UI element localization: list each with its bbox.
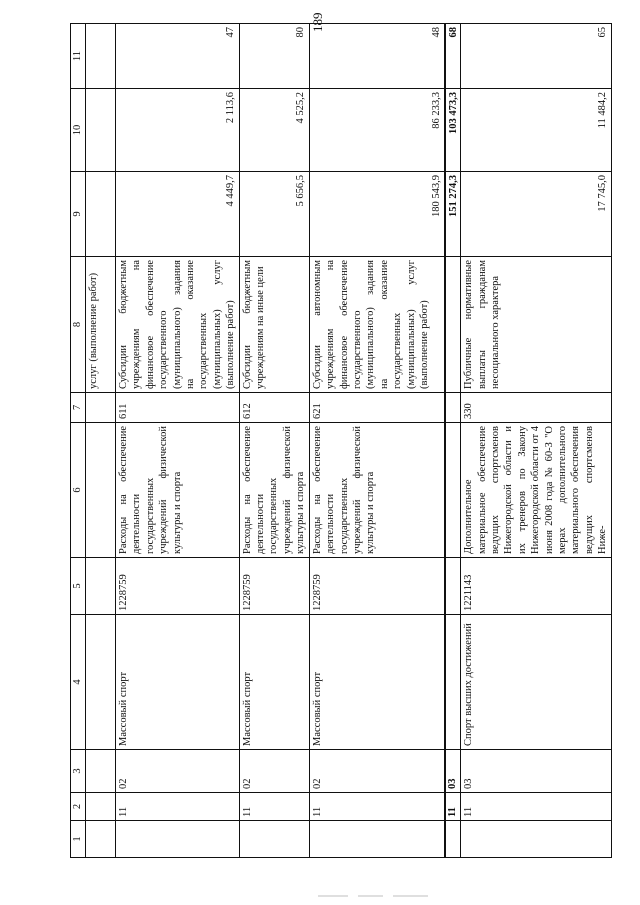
cell: Массовый спорт <box>239 615 309 750</box>
cell: Массовый спорт <box>309 615 445 750</box>
cell: Расходы на обеспечение деятельности государственных учреждений физической культуры и спорта <box>239 423 309 558</box>
cell: 611 <box>116 393 240 423</box>
cell: 11 <box>445 793 461 821</box>
cell <box>86 24 116 89</box>
header-cell: 10 <box>71 89 86 172</box>
header-cell: 8 <box>71 257 86 393</box>
cell: услуг (выполнение работ) <box>86 257 116 393</box>
cell: 11 <box>239 793 309 821</box>
cell: Публичные нормативные выплаты гражданам несоциального характера <box>461 257 611 393</box>
header-cell: 7 <box>71 393 86 423</box>
cell: Дополнительное материальное обеспечение ведущих спортсменов Нижегородской области и их тренеров по Закону Нижегородской области от 4 июня 2008 года № 60-З "О мерах дополнительного материального обеспечения ведущих спортсменов Ниже- <box>461 423 611 558</box>
cell: 1221143 <box>461 558 611 615</box>
table-row <box>309 24 445 858</box>
cell: 180 543,9 <box>309 172 445 257</box>
cell <box>86 423 116 558</box>
cell: Спорт высших достижений <box>461 615 611 750</box>
table-row <box>461 24 611 858</box>
table-row <box>86 24 116 858</box>
cell: Субсидии автономным учреждениям на финансовое обеспечение государственного (муниципального) задания на оказание государственных (муниципальных) услуг (выполнение работ) <box>309 257 445 393</box>
header-cell: 9 <box>71 172 86 257</box>
table-row-subtotal <box>445 24 461 858</box>
header-cell: 1 <box>71 821 86 858</box>
page-number-text: 189 <box>310 12 325 32</box>
cell <box>86 821 116 858</box>
table-row <box>239 24 309 858</box>
cell: 5 656,5 <box>239 172 309 257</box>
cell: 47 <box>116 24 240 89</box>
cell: 612 <box>239 393 309 423</box>
scan-artifact <box>318 893 428 899</box>
cell: 02 <box>239 750 309 793</box>
cell: Расходы на обеспечение деятельности государственных учреждений физической культуры и спорта <box>116 423 240 558</box>
cell <box>86 615 116 750</box>
header-cell: 4 <box>71 615 86 750</box>
cell <box>445 615 461 750</box>
cell <box>445 423 461 558</box>
table-row <box>116 24 240 858</box>
header-cell: 2 <box>71 793 86 821</box>
cell <box>445 558 461 615</box>
cell <box>86 793 116 821</box>
cell: 11 <box>116 793 240 821</box>
cell: 68 <box>445 24 461 89</box>
cell: 11 <box>461 793 611 821</box>
cell <box>86 393 116 423</box>
cell: Субсидии бюджетным учреждениям на финансовое обеспечение государственного (муниципального) задания на оказание государственных (муниципальных) услуг (выполнение работ) <box>116 257 240 393</box>
cell <box>445 393 461 423</box>
cell: 65 <box>461 24 611 89</box>
cell <box>86 750 116 793</box>
table-header-row <box>71 24 86 858</box>
cell: 1228759 <box>309 558 445 615</box>
cell: 4 449,7 <box>116 172 240 257</box>
cell <box>461 821 611 858</box>
header-cell: 11 <box>71 24 86 89</box>
cell: 86 233,3 <box>309 89 445 172</box>
cell <box>116 821 240 858</box>
cell: 2 113,6 <box>116 89 240 172</box>
cell: 80 <box>239 24 309 89</box>
cell: 1228759 <box>116 558 240 615</box>
cell: Массовый спорт <box>116 615 240 750</box>
cell <box>86 172 116 257</box>
cell: 11 <box>309 793 445 821</box>
cell: 330 <box>461 393 611 423</box>
cell: 02 <box>309 750 445 793</box>
cell: 103 473,3 <box>445 89 461 172</box>
cell <box>445 821 461 858</box>
cell: 48 <box>309 24 445 89</box>
cell <box>309 821 445 858</box>
cell: 11 484,2 <box>461 89 611 172</box>
cell <box>86 558 116 615</box>
cell <box>239 821 309 858</box>
header-cell: 6 <box>71 423 86 558</box>
cell: 151 274,3 <box>445 172 461 257</box>
budget-table-sheet <box>70 0 609 858</box>
cell: 1228759 <box>239 558 309 615</box>
cell: 03 <box>461 750 611 793</box>
cell <box>445 257 461 393</box>
header-cell: 3 <box>71 750 86 793</box>
budget-table <box>70 23 612 858</box>
cell: 4 525,2 <box>239 89 309 172</box>
cell: 03 <box>445 750 461 793</box>
cell: 621 <box>309 393 445 423</box>
cell: 17 745,0 <box>461 172 611 257</box>
cell: Расходы на обеспечение деятельности государственных учреждений физической культуры и спорта <box>309 423 445 558</box>
cell <box>86 89 116 172</box>
cell: 02 <box>116 750 240 793</box>
cell: Субсидии бюджетным учреждениям на иные цели <box>239 257 309 393</box>
header-cell: 5 <box>71 558 86 615</box>
